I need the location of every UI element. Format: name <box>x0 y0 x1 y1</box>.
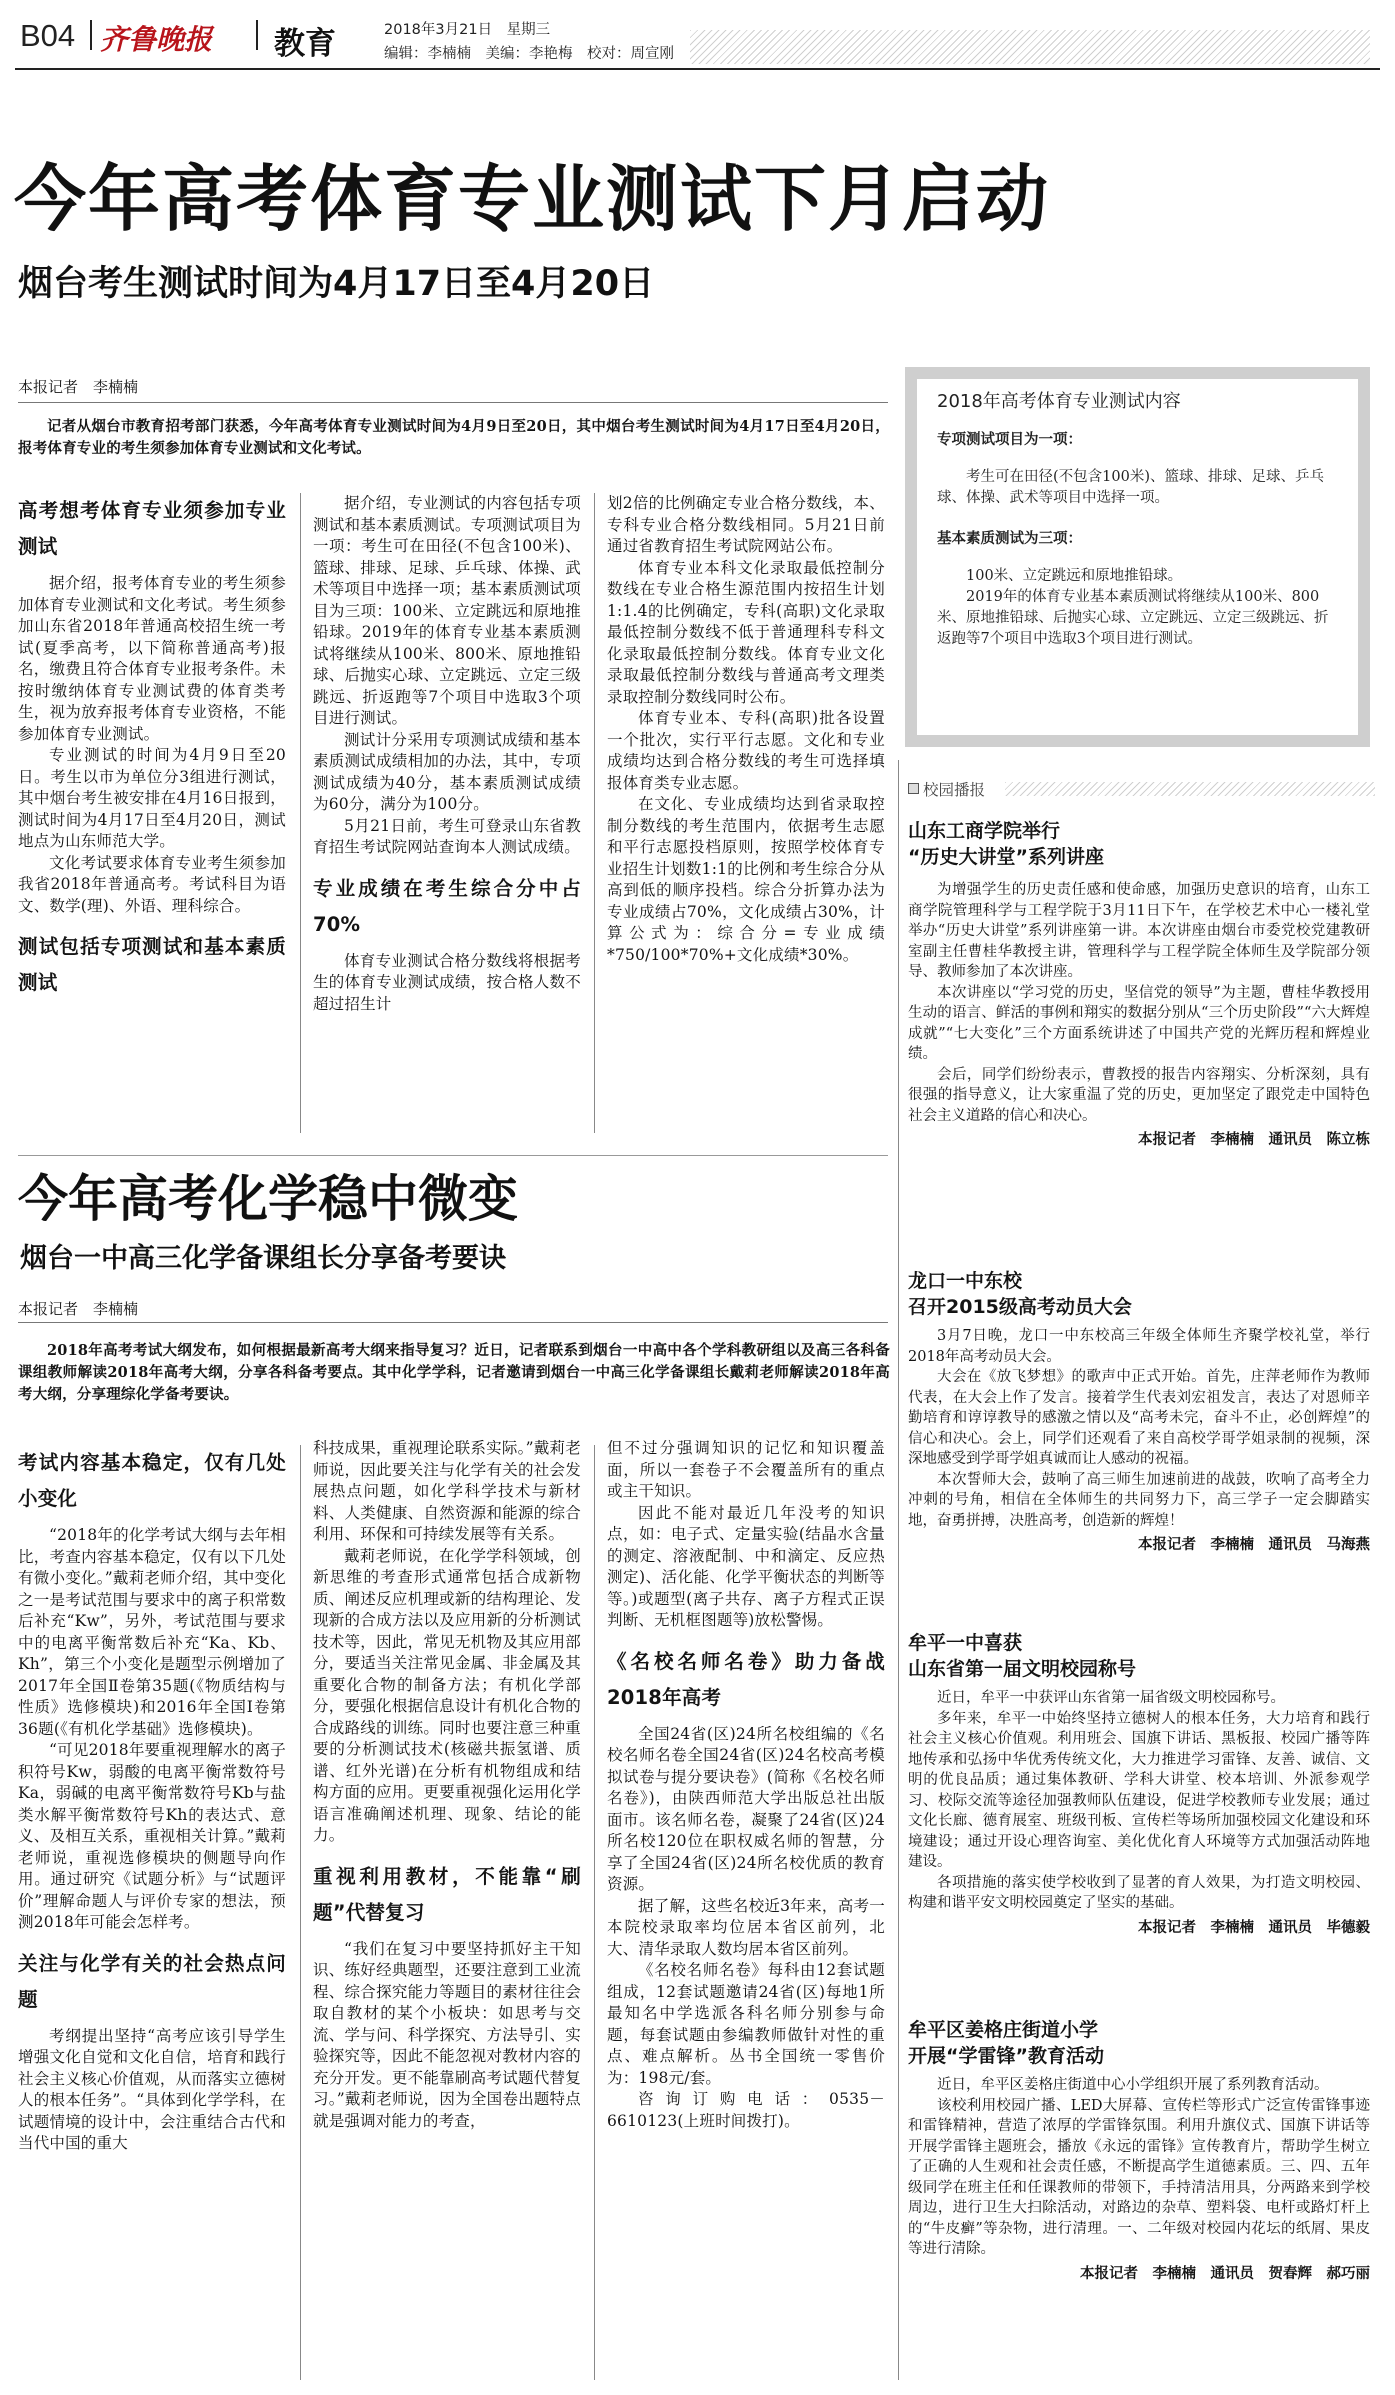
campus-item-byline: 本报记者 李楠楠 通讯员 贺春辉 郝巧丽 <box>1080 2265 1370 2282</box>
campus-item-body <box>908 2075 1370 2260</box>
article2-paragraph: 因此不能对最近几年没考的知识点，如：电子式、定量实验(结晶水含量的测定、溶液配制、中和滴定、反应热测定)、活化能、化学平衡状态的判断等等。)或题型(离子共存、离子方程式正误判断、无机框图题等)放松警惕。 <box>607 1503 885 1629</box>
article1-byline: 本报记者 李楠楠 <box>18 378 139 396</box>
article2-col2 <box>313 1438 581 2132</box>
article1-col3 <box>607 493 885 966</box>
campus-item-body <box>908 880 1370 1126</box>
article1-paragraph: 体育专业测试合格分数线将根据考生的体育专业测试成绩，按合格人数不超过招生计 <box>313 951 581 1013</box>
header-divider <box>90 20 92 50</box>
campus-item-byline: 本报记者 李楠楠 通讯员 毕德毅 <box>1138 1919 1370 1936</box>
campus-item-body <box>908 1688 1370 1914</box>
column-rule <box>594 493 595 1133</box>
campus-item-1 <box>908 818 1370 1149</box>
campus-hatch <box>1005 782 1375 796</box>
article2-paragraph: 科技成果，重视理论联系实际。”戴莉老师说，因此要关注与化学有关的社会发展热点问题，如化学科学技术与新材料、人类健康、自然资源和能源的综合利用、环保和可持续发展等有关系。 <box>313 1439 581 1543</box>
article1-paragraph: 体育专业本科文化录取最低控制分数线在专业合格生源范围内按招生计划1:1.4的比例确定，专科(高职)文化录取最低控制分数线不低于普通理科专科文化录取最低控制分数线。体育专业文化录取最低控制分数线与普通高考文理类录取控制分数线同时公布。 <box>607 558 885 706</box>
info-box <box>905 367 1370 747</box>
article1-title: 今年高考体育专业测试下月启动 <box>14 157 1051 241</box>
article2-title: 今年高考化学稳中微变 <box>18 1170 518 1228</box>
page-number: B04 <box>20 18 76 53</box>
article1-paragraph: 测试计分采用专项测试成绩和基本素质测试成绩相加的办法，其中，专项测试成绩为40分，基本素质测试成绩为60分，满分为100分。 <box>313 730 581 813</box>
article2-paragraph: 《名校名师名卷》每科由12套试题组成，12套试题邀请24省(区)每地1所最知名中学选派各科名师分别参与命题，每套试题由参编教师做针对性的重点、难点解析。丛书全国统一零售价为：198元/套。 <box>607 1961 885 2087</box>
campus-item-paragraph: 本次讲座以“学习党的历史，坚信党的领导”为主题，曹桂华教授用生动的语言、鲜活的事例和翔实的数据分别从“三个历史阶段”“六大辉煌成就”“七大变化”三个方面系统讲述了中国共产党的光辉历程和辉煌业绩。 <box>908 984 1370 1062</box>
info-box-inner <box>917 379 1358 735</box>
article2-paragraph: 考纲提出坚持“高考应该引导学生增强文化自觉和文化自信，培育和践行社会主义核心价值观，从而落实立德树人的根本任务”。“具体到化学学科，在试题情境的设计中，会注重结合古代和当代中国的重大 <box>18 2026 286 2152</box>
newspaper-logo: 齐鲁晚报 <box>100 23 213 56</box>
article2-col2-head: 重视利用教材，不能靠“刷题”代替复习 <box>313 1864 581 1924</box>
campus-item-paragraph: 多年来，牟平一中始终坚持立德树人的根本任务，大力培育和践行社会主义核心价值观。利用班会、国旗下讲话、黑板报、校园广播等阵地传承和弘扬中华优秀传统文化，大力推进学习雷锋、友善、诚信、文明的优良品质；通过集体教研、学科大讲堂、校本培训、外派参观学习、校际交流等途径加强教师队伍建设，促进学校教师专业发展；通过文化长廊、德育展室、班级刊板、宣传栏等场所加强校园文化建设和环境建设；通过开设心理咨询室、美化优化育人环境等方式加强活动阵地建设。 <box>908 1710 1370 1870</box>
info-box-title: 2018年高考体育专业测试内容 <box>937 391 1181 412</box>
article-separator <box>18 1155 888 1156</box>
article2-byline: 本报记者 李楠楠 <box>18 1300 139 1318</box>
campus-item-paragraph: 为增强学生的历史责任感和使命感，加强历史意识的培育，山东工商学院管理科学与工程学院于3月11日下午，在学校艺术中心一楼礼堂举办“历史大讲堂”系列讲座第一讲。本次讲座由烟台市委党校党建教研室副主任曹桂华教授主讲，管理科学与工程学院全体师生及学院部分领导、教师参加了本次讲座。 <box>908 882 1370 980</box>
campus-item-title: 山东工商学院举行 “历史大讲堂”系列讲座 <box>908 820 1104 868</box>
campus-item-paragraph: 本次誓师大会，鼓响了高三师生加速前进的战鼓，吹响了高考全力冲刺的号角，相信在全体师生的共同努力下，高三学子一定会脚踏实地，奋勇拼搏，决胜高考，创造新的辉煌！ <box>908 1471 1370 1529</box>
campus-item-3 <box>908 1630 1370 1937</box>
info-box-text: 2019年的体育专业基本素质测试将继续从100米、800米、原地推铅球、后抛实心球、立定跳远、立定三级跳远、折返跑等7个项目中选取3个项目进行测试。 <box>937 589 1329 647</box>
header-hatch <box>690 30 1370 64</box>
campus-item-2 <box>908 1268 1370 1554</box>
article2-col1-head1: 考试内容基本稳定，仅有几处小变化 <box>18 1451 286 1510</box>
byline-rule <box>18 1322 888 1323</box>
info-box-heading: 专项测试项目为一项： <box>937 432 1082 448</box>
article1-paragraph: 在文化、专业成绩均达到省录取控制分数线的考生范围内，依据考生志愿和平行志愿投档原则，按照学校体育专业招生计划数1:1的比例和考生综合分从高到低的顺序投档。综合分折算办法为专业成绩占70%，文化成绩占30%，计算公式为：综合分=专业成绩*750/100*70%+文化成绩*30%。 <box>607 795 885 964</box>
header-rule <box>15 68 1380 70</box>
article1-paragraph: 文化考试要求体育专业考生须参加我省2018年普通高考。考试科目为语文、数学(理)、外语、理科综合。 <box>18 853 286 915</box>
article2-lead <box>18 1340 890 1406</box>
article1-paragraph: 体育专业本、专科(高职)批各设置一个批次，实行平行志愿。文化和专业成绩均达到合格分数线的考生可选择填报体育类专业志愿。 <box>607 709 885 792</box>
campus-item-title: 牟平区姜格庄街道小学 开展“学雷锋”教育活动 <box>908 2019 1104 2067</box>
article1-col2 <box>313 493 581 1015</box>
article2-lead-text: 2018年高考考试大纲发布，如何根据最新高考大纲来指导复习？近日，记者联系到烟台一中高中各个学科教研组以及高三各科备课组教师解读2018年高考大纲，分享各科备考要点。其中化学学科，记者邀请到烟台一中高三化学备课组长戴莉老师解读2018年高考大纲，分享理综化学备考要诀。 <box>18 1342 890 1403</box>
campus-item-byline: 本报记者 李楠楠 通讯员 陈立栋 <box>1138 1132 1370 1148</box>
info-box-text: 考生可在田径(不包含100米)、篮球、排球、足球、乒乓球、体操、武术等项目中选择一项。 <box>937 469 1324 506</box>
header-divider <box>256 20 258 50</box>
article2-paragraph: “2018年的化学考试大纲与去年相比，考查内容基本稳定，仅有以下几处有微小变化。”戴莉老师介绍，其中变化之一是考试范围与要求中的离子积常数后补充“Kw”，另外，考试范围与要求中的电离平衡常数后补充“Ka、Kb、Kh”，第三个小变化是题型示例增加了2017年全国Ⅱ卷第35题(《物质结构与性质》选修模块)和2016年全国Ⅰ卷第36题(《有机化学基础》选修模块)。 <box>18 1526 286 1738</box>
campus-item-paragraph: 近日，牟平区姜格庄街道中心小学组织开展了系列教育活动。 <box>937 2077 1329 2093</box>
article2-paragraph: 戴莉老师说，在化学学科领域，创新思维的考查形式通常包括合成新物质、阐述反应机理或新的结构理论、发现新的合成方法以及应用新的分析测试技术等，因此，常见无机物及其应用部分，要适当关注常见金属、非金属及其重要化合物的制备方法；有机化学部分，要强化根据信息设计有机化合物的合成路线的训练。同时也要注意三种重要的分析测试技术(核磁共振氢谱、质谱、红外光谱)在分析有机物组成和结构方面的应用。更要重视强化运用化学语言准确阐述机理、现象、结论的能力。 <box>313 1546 581 1844</box>
campus-item-paragraph: 大会在《放飞梦想》的歌声中正式开始。首先，庄萍老师作为教师代表，在大会上作了发言。接着学生代表刘宏祖发言，表达了对恩师辛勤培育和谆谆教导的感激之情以及“高考未完，奋斗不止，必创辉煌”的信心和决心。会上，同学们还观看了来自高校学哥学姐录制的视频，深深地感受到学哥学姐真诚而让人感动的祝福。 <box>908 1369 1370 1467</box>
campus-header <box>905 778 1375 800</box>
article2-col3-head: 《名校名师名卷》助力备战2018年高考 <box>607 1649 885 1709</box>
article1-lead-text: 记者从烟台市教育招考部门获悉，今年高考体育专业测试时间为4月9日至20日，其中烟台考生测试时间为4月17日至4月20日，报考体育专业的考生须参加体育专业测试和文化考试。 <box>18 418 890 457</box>
article1-paragraph: 5月21日前，考生可登录山东省教育招生考试院网站查询本人测试成绩。 <box>313 816 581 856</box>
article2-paragraph: 但不过分强调知识的记忆和知识覆盖面，所以一套卷子不会覆盖所有的重点或主干知识。 <box>607 1439 885 1500</box>
campus-item-paragraph: 会后，同学们纷纷表示，曹教授的报告内容翔实、分析深刻，具有很强的指导意义，让大家重温了党的历史，更加坚定了跟党走中国特色社会主义道路的信心和决心。 <box>908 1066 1370 1124</box>
article2-paragraph: 据了解，这些名校近3年来，高考一本院校录取率均位居本省区前列，北大、清华录取人数均居本省区前列。 <box>607 1896 885 1958</box>
article1-subtitle: 烟台考生测试时间为4月17日至4月20日 <box>18 264 655 304</box>
campus-item-title: 龙口一中东校 召开2015级高考动员大会 <box>908 1270 1132 1318</box>
article1-paragraph: 专业测试的时间为4月9日至20日。考生以市为单位分3组进行测试，其中烟台考生被安排在4月16日报到，测试时间为4月17日至4月20日，测试地点为山东师范大学。 <box>18 746 286 850</box>
section-name: 教育 <box>274 26 336 62</box>
page-header <box>0 0 1395 72</box>
article2-paragraph: “可见2018年要重视理解水的离子积符号Kw，弱酸的电离平衡常数符号Ka，弱碱的电离平衡常数符号Kb与盐类水解平衡常数符号Kh的表达式、意义、及相互关系，重视相关计算。”戴莉老师说，重视选修模块的侧题导向作用。通过研究《试题分析》与“试题评价”理解命题人与评价专家的想法，预测2018年可能会怎样考。 <box>18 1741 286 1931</box>
campus-item-paragraph: 近日，牟平一中获评山东省第一届省级文明校园称号。 <box>937 1690 1285 1706</box>
info-box-text: 100米、立定跳远和原地推铅球。 <box>966 568 1183 584</box>
article2-paragraph: 咨询订购电话：0535－6610123(上班时间拨打)。 <box>607 2090 885 2130</box>
article1-paragraph: 据介绍，专业测试的内容包括专项测试和基本素质测试。专项测试项目为一项：考生可在田径(不包含100米)、篮球、排球、足球、乒乓球、体操、武术等项目中选择一项；基本素质测试项目为三项：100米、立定跳远和原地推铅球。2019年的体育专业基本素质测试将继续从100米、800米、原地推铅球、后抛实心球、立定跳远、立定三级跳远、折返跑等7个项目中选取3个项目进行测试。 <box>313 494 581 727</box>
byline-rule <box>18 402 888 403</box>
article2-col3 <box>607 1438 885 2132</box>
date-line: 2018年3月21日 星期三 <box>384 22 551 38</box>
campus-item-4 <box>908 2017 1370 2283</box>
article2-paragraph: 全国24省(区)24所名校组编的《名校名师名卷全国24省(区)24名校高考模拟试卷与提分要诀卷》(简称《名校名师名卷》)，由陕西师范大学出版总社出版面市。该名师名卷，凝聚了24省(区)24所名校120位在职权威名师的智慧，分享了全国24省(区)24所名校优质的教育资源。 <box>607 1724 885 1893</box>
article2-col1 <box>18 1445 286 2155</box>
article1-paragraph: 据介绍，报考体育专业的考生须参加体育专业测试和文化考试。考生须参加山东省2018年普通高校招生统一考试(夏季高考，以下简称普通高考)报名，缴费且符合体育专业报考条件。未按时缴纳体育专业测试费的体育类考生，视为放弃报考体育专业资格，不能参加体育专业测试。 <box>18 574 286 743</box>
campus-item-title: 牟平一中喜获 山东省第一届文明校园称号 <box>908 1632 1137 1680</box>
column-rule <box>594 1445 595 2380</box>
article1-col1 <box>18 493 286 1009</box>
info-box-heading: 基本素质测试为三项： <box>937 531 1082 547</box>
article1-paragraph: 划2倍的比例确定专业合格分数线，本、专科专业合格分数线相同。5月21日前通过省教育招生考试院网站公布。 <box>607 494 885 555</box>
campus-item-paragraph: 3月7日晚，龙口一中东校高三年级全体师生齐聚学校礼堂，举行2018年高考动员大会。 <box>908 1328 1370 1365</box>
campus-item-byline: 本报记者 李楠楠 通讯员 马海燕 <box>1138 1537 1370 1553</box>
article2-col1-head2: 关注与化学有关的社会热点问题 <box>18 1951 286 2011</box>
article1-col2-head: 专业成绩在考生综合分中占70% <box>313 876 581 936</box>
article1-col1-head1: 高考想考体育专业须参加专业测试 <box>18 499 286 558</box>
campus-icon <box>908 783 919 794</box>
column-rule <box>300 493 301 1133</box>
article2-subtitle: 烟台一中高三化学备课组长分享备考要诀 <box>20 1243 506 1274</box>
column-rule <box>300 1445 301 2380</box>
campus-item-paragraph: 各项措施的落实使学校收到了显著的育人效果，为打造文明校园、构建和谐平安文明校园奠定了坚实的基础。 <box>908 1874 1370 1911</box>
editor-line: 编辑：李楠楠 美编：李艳梅 校对：周宣刚 <box>384 46 674 62</box>
article1-col1-head2: 测试包括专项测试和基本素质测试 <box>18 935 286 994</box>
sidebar-rule <box>898 760 899 2380</box>
article1-lead <box>18 416 890 460</box>
article2-paragraph: “我们在复习中要坚持抓好主干知识、练好经典题型，还要注意到工业流程、综合探究能力等题目的素材往往会取自教材的某个小板块：如思考与交流、学与问、科学探究、方法导引、实验探究等，因此不能忽视对教材内容的充分开发。更不能靠刷高考试题代替复习。”戴莉老师说，因为全国卷出题特点就是强调对能力的考查， <box>313 1939 581 2130</box>
campus-item-paragraph: 该校利用校园广播、LED大屏幕、宣传栏等形式广泛宣传雷锋事迹和雷锋精神，营造了浓厚的学雷锋氛围。利用升旗仪式、国旗下讲话等开展学雷锋主题班会，播放《永远的雷锋》宣传教育片，帮助学生树立了正确的人生观和社会责任感，不断提高学生道德素质。三、四、五年级同学在班主任和任课教师的带领下，手持清洁用具，分两路来到学校周边，进行卫生大扫除活动，对路边的杂草、塑料袋、电杆或路灯杆上的“牛皮癣”等杂物，进行清理。一、二年级对校园内花坛的纸屑、果皮等进行清除。 <box>908 2097 1370 2257</box>
campus-item-body <box>908 1326 1370 1531</box>
campus-header-label: 校园播报 <box>923 781 986 799</box>
